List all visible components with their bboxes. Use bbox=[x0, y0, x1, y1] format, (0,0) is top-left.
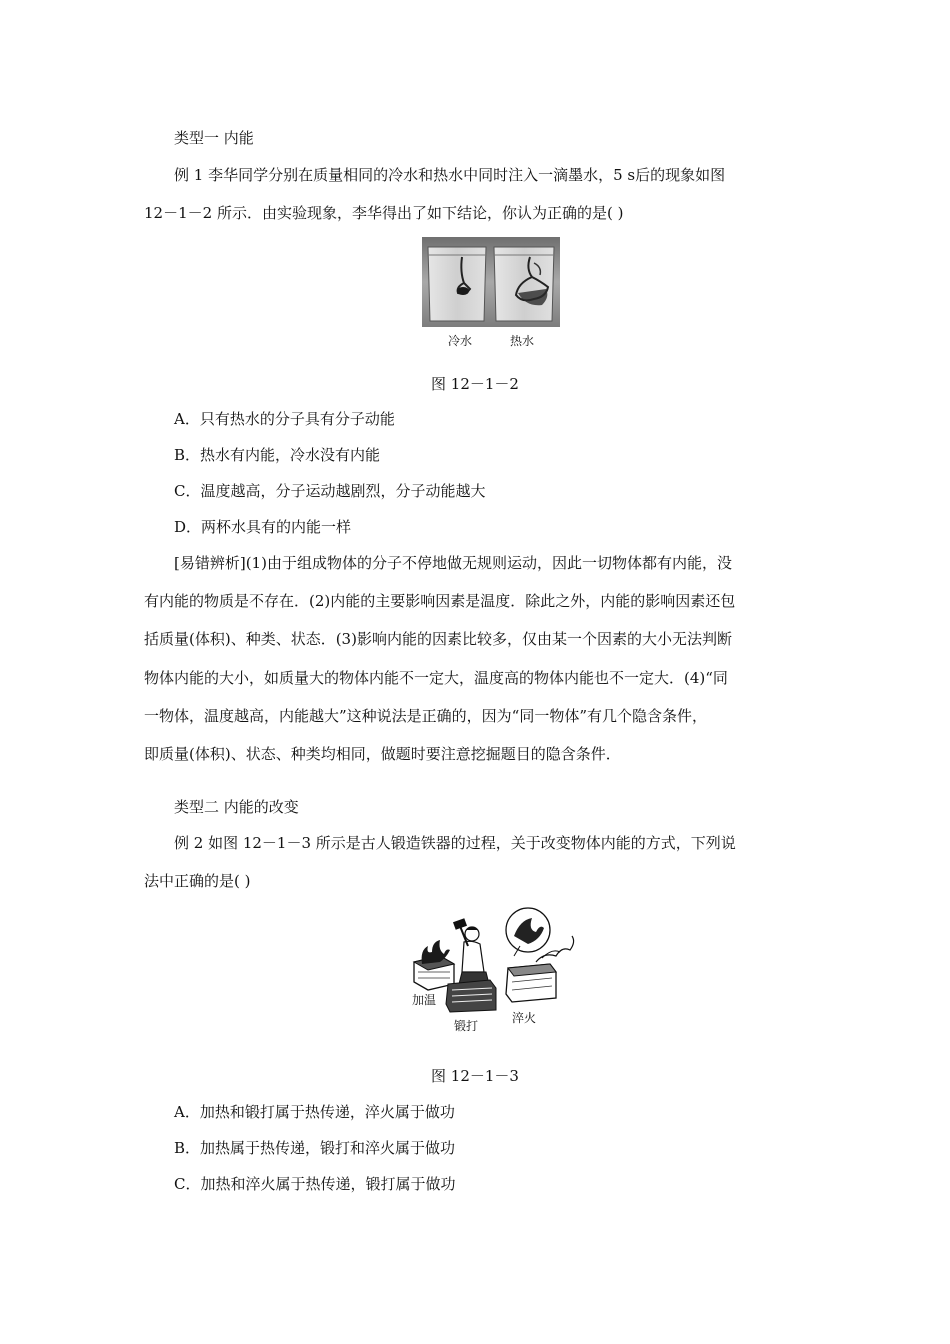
hot-water-label: 热水 bbox=[510, 334, 535, 348]
analysis-line-5: 一物体，温度越高，内能越大”这种说法是正确的，因为“同一物体”有几个隐含条件， bbox=[144, 707, 708, 725]
example2-line2: 法中正确的是( ) bbox=[144, 872, 251, 890]
section2-title: 类型二 内能的改变 bbox=[174, 798, 299, 816]
section1-title: 类型一 内能 bbox=[174, 129, 254, 147]
example1-line2: 12－1－2 所示．由实验现象，李华得出了如下结论，你认为正确的是( ) bbox=[144, 204, 624, 222]
beakers-image bbox=[422, 237, 560, 327]
figure2-caption: 图 12－1－3 bbox=[431, 1067, 519, 1085]
heating-label: 加温 bbox=[412, 993, 437, 1007]
cold-water-label: 冷水 bbox=[448, 334, 473, 348]
analysis-line-4: 物体内能的大小，如质量大的物体内能不一定大，温度高的物体内能也不一定大．(4)“同 bbox=[144, 669, 728, 687]
figure1-caption: 图 12－1－2 bbox=[431, 375, 519, 393]
analysis-line-3: 括质量(体积)、种类、状态．(3)影响内能的因素比较多，仅由某一个因素的大小无法判断 bbox=[144, 630, 732, 648]
forging-label: 锻打 bbox=[454, 1019, 479, 1033]
option1-c: C．温度越高，分子运动越剧烈，分子动能越大 bbox=[174, 482, 486, 500]
option1-a: A．只有热水的分子具有分子动能 bbox=[174, 410, 395, 428]
analysis-line-1: [易错辨析](1)由于组成物体的分子不停地做无规则运动，因此一切物体都有内能，没 bbox=[174, 554, 732, 572]
beakers-figure bbox=[422, 237, 560, 327]
forging-figure bbox=[410, 906, 580, 1030]
forging-image bbox=[410, 906, 580, 1030]
option2-b: B．加热属于热传递，锻打和淬火属于做功 bbox=[174, 1139, 456, 1157]
quenching-label: 淬火 bbox=[512, 1011, 537, 1025]
option1-b: B．热水有内能，冷水没有内能 bbox=[174, 446, 381, 464]
example2-line1: 例 2 如图 12－1－3 所示是古人锻造铁器的过程，关于改变物体内能的方式，下列说 bbox=[174, 834, 736, 852]
option1-d: D．两杯水具有的内能一样 bbox=[174, 518, 352, 536]
example1-line1: 例 1 李华同学分别在质量相同的冷水和热水中同时注入一滴墨水，5 s后的现象如图 bbox=[174, 166, 726, 184]
option2-a: A．加热和锻打属于热传递，淬火属于做功 bbox=[174, 1103, 455, 1121]
analysis-line-2: 有内能的物质是不存在．(2)内能的主要影响因素是温度．除此之外，内能的影响因素还包 bbox=[144, 592, 736, 610]
option2-c: C．加热和淬火属于热传递，锻打属于做功 bbox=[174, 1175, 456, 1193]
analysis-line-6: 即质量(体积)、状态、种类均相同，做题时要注意挖掘题目的隐含条件． bbox=[144, 745, 621, 763]
